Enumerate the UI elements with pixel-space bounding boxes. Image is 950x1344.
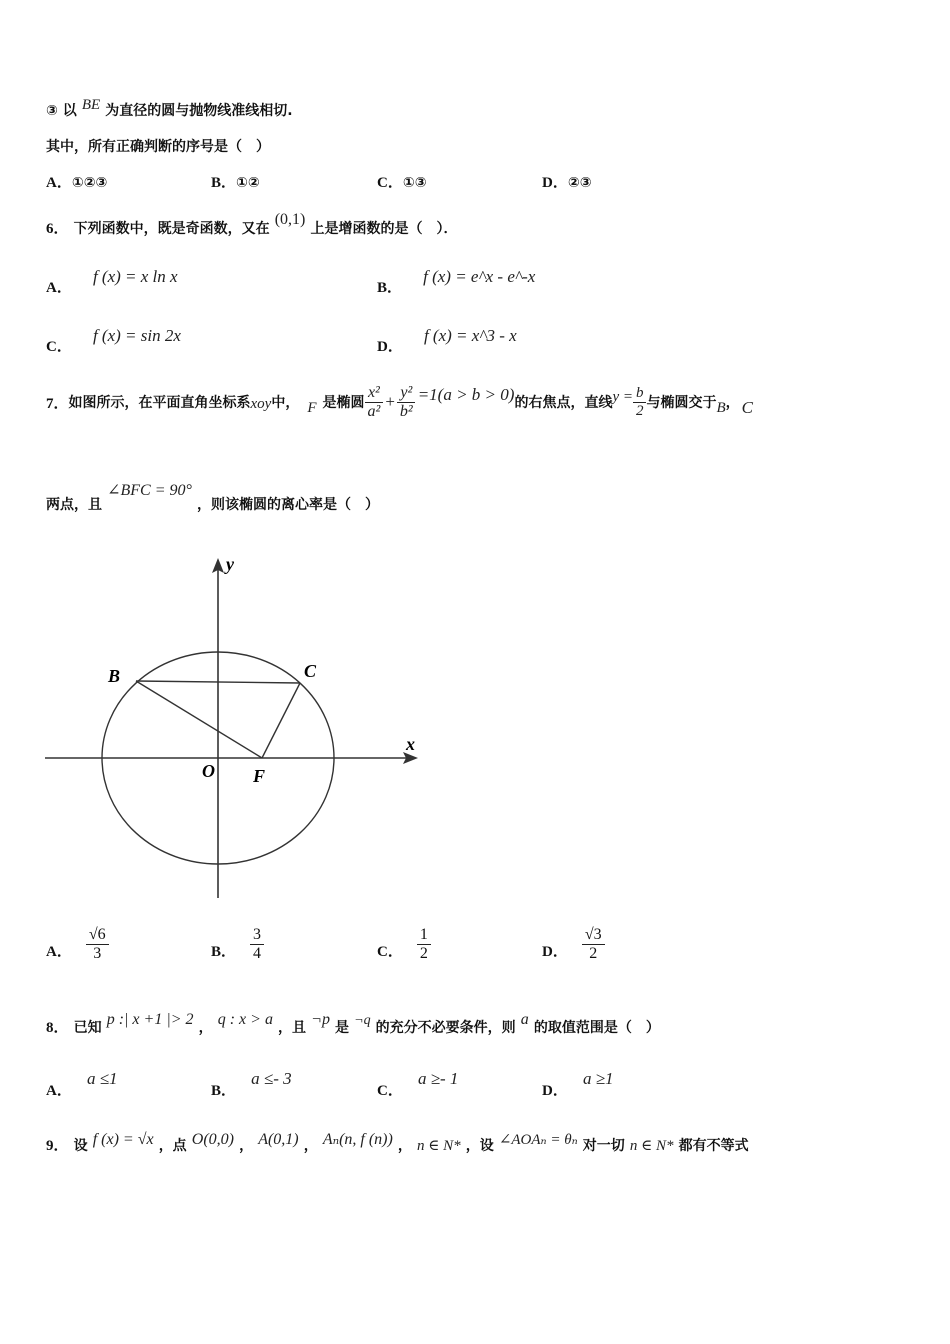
ellipse-y-fraction: $\frac{\text{y²}}{\text{b²}}$ [397,384,416,420]
q8-option-d[interactable]: D． a ≥1 [542,1069,614,1099]
q6-option-d[interactable]: D． f (x) = x^3 - x [377,326,517,355]
q6-option-b[interactable]: B． f (x) = e^x - e^-x [377,267,536,296]
q9-stem: 9． 设 f (x) = √x ，点 O(0,0) ， A(0,1) ， Aₙ(n, f (n)) ， n ∈ N* ，设 ∠AOAₙ = θₙ 对一切 n ∈ N* 都有不等式 [46,1131,749,1154]
q5-option-b[interactable]: B．①② [211,175,260,191]
q5-option-c[interactable]: C．①③ [377,175,427,191]
q7-option-d[interactable]: D． $\frac{√3}{2}$ [542,926,605,962]
ellipse-x-fraction: $\frac{\text{x²}}{\text{a²}}$ [365,384,384,420]
point-c-label: C [304,661,317,681]
segment-bf [136,681,262,758]
q5-option-d[interactable]: D．②③ [542,175,592,191]
q6-option-c[interactable]: C． f (x) = sin 2x [46,326,181,355]
q7-option-a[interactable]: A． $\frac{√6}{3}$ [46,926,109,962]
q8-option-c[interactable]: C． a ≥- 1 [377,1069,459,1099]
origin-label: O [202,761,215,781]
q8-stem: 8． 已知 p :| x +1 |> 2 ， q : x > a ，且 ¬p 是 ¬q 的充分不必要条件，则 a 的取值范围是（ ） [46,1011,660,1036]
line-fraction: $\frac{b}{2}$ [633,385,647,419]
q7-stem-line2: 两点，且 ∠BFC = 90° ，则该椭圆的离心率是（ ） [46,482,380,513]
segment-bc [136,681,300,683]
q6-stem: 6． 下列函数中，既是奇函数，又在 (0,1) 上是增函数的是（ ）． [46,211,458,237]
x-axis-label: x [406,734,415,754]
q7-option-c[interactable]: C． $\frac{1}{2}$ [377,926,431,962]
q7-stem-line1: 7． 如图所示，在平面直角坐标系 xoy 中， F 是椭圆 $\frac{\text{x²}}{\text{a²}}$ + $\frac{\text{y²}}{\text{b²}}$ =1(a > b > 0) 的右焦点，直线 y = $\frac{b}{2}$ 与椭圆交于 B ， C [46,384,753,420]
q5-item-3: ③ 以 BE 为直径的圆与抛物线准线相切. [46,97,293,119]
q8-option-b[interactable]: B． a ≤- 3 [211,1069,292,1099]
q5-prompt: 其中，所有正确判断的序号是（ ） [46,139,270,155]
q7-option-b[interactable]: B． $\frac{3}{4}$ [211,926,264,962]
segment-cf [262,683,300,758]
point-b-label: B [108,666,121,686]
q8-option-a[interactable]: A． a ≤1 [46,1069,118,1099]
ellipse-figure [40,552,430,904]
point-f-label: F [253,766,266,786]
q5-option-a[interactable]: A．①②③ [46,175,108,191]
q6-option-a[interactable]: A． f (x) = x ln x [46,267,178,296]
y-axis-label: y [226,554,234,574]
